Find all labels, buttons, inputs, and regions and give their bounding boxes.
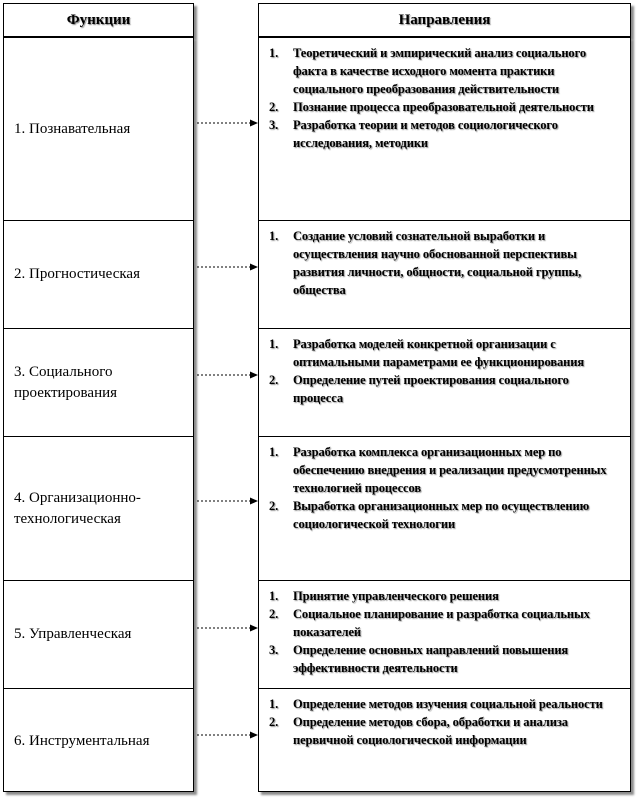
direction-number: 2. <box>269 100 279 114</box>
arrowhead <box>250 264 258 271</box>
direction-text: Создание условий сознательной выработки и осуществления научно обоснованной перспективы развития личности, общности, социальной группы, общества <box>293 229 582 297</box>
direction-number: 2. <box>269 607 279 621</box>
direction-text: Определение основных направлений повышения эффективности деятельности <box>293 643 569 675</box>
function-label: 1. Познавательная <box>14 120 131 137</box>
direction-number: 1. <box>269 697 279 711</box>
direction-text: Определение методов изучения социальной реальности <box>293 697 603 711</box>
arrowhead <box>250 732 258 739</box>
direction-number: 1. <box>269 229 279 243</box>
arrowhead <box>250 498 258 505</box>
arrowhead <box>250 120 258 127</box>
function-label: 2. Прогностическая <box>14 266 140 282</box>
direction-text: Принятие управленческого решения <box>293 589 499 603</box>
direction-number: 2. <box>269 373 279 387</box>
direction-number: 3. <box>269 118 279 132</box>
direction-number: 2. <box>269 715 279 729</box>
direction-number: 3. <box>269 643 279 657</box>
direction-number: 1. <box>269 445 279 459</box>
direction-number: 1. <box>269 46 279 60</box>
direction-number: 1. <box>269 589 279 603</box>
direction-text: Выработка организационных мер по осуществлению социологической технологии <box>293 499 590 531</box>
function-label: 6. Инструментальная <box>14 732 150 749</box>
direction-number: 1. <box>269 337 279 351</box>
direction-text: Разработка моделей конкретной организации с оптимальными параметрами ее функционирования <box>293 337 584 369</box>
direction-number: 2. <box>269 499 279 513</box>
direction-text: Определение путей проектирования социального процесса <box>293 373 569 405</box>
function-label: 5. Управленческая <box>14 626 132 642</box>
functions-header-label: Функции <box>66 11 131 28</box>
function-label: 4. Организационно-технологическая <box>14 489 141 527</box>
arrowhead <box>250 372 258 379</box>
direction-text: Разработка теории и методов социологического исследования, методики <box>293 118 558 150</box>
direction-text: Познание процесса преобразовательной деятельности <box>293 100 594 114</box>
direction-text: Социальное планирование и разработка социальных показателей <box>293 607 590 639</box>
directions-header-label: Направления <box>398 11 491 28</box>
arrowhead <box>250 625 258 632</box>
direction-text: Определение методов сбора, обработки и анализа первичной социологической информации <box>293 715 568 747</box>
direction-text: Разработка комплекса организационных мер по обеспечению внедрения и реализации предусмотренных технологией процессов <box>293 445 607 495</box>
direction-text: Теоретический и эмпирический анализ социального факта в качестве исходного момента практики социального преобразования действительности <box>293 46 586 96</box>
function-label: 3. Социального проектирования <box>14 363 118 401</box>
